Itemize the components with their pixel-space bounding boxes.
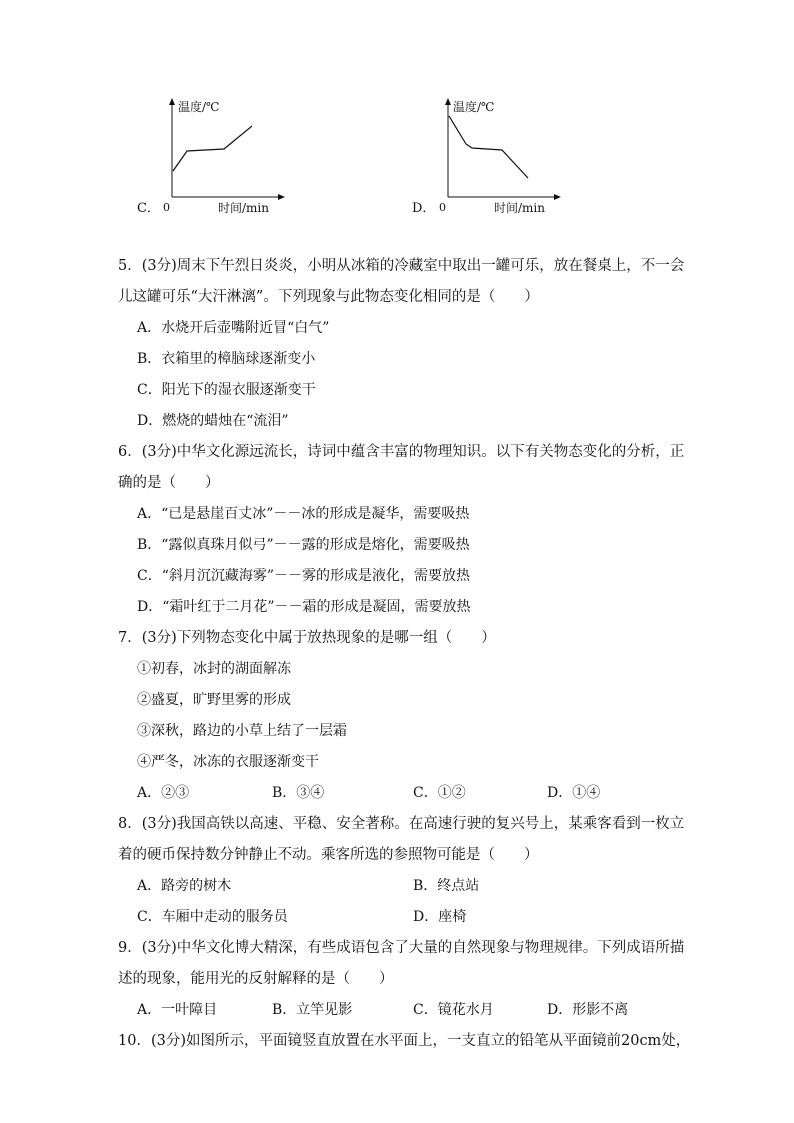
q6-stem-line2: 确的是（ ） [118,475,220,491]
q5-option-b: B．衣箱里的樟脑球逐渐变小 [137,351,316,367]
q9-option-d: D．形影不离 [547,1002,629,1018]
temperature-curve [449,116,528,178]
y-axis-arrow [445,98,451,105]
y-axis-label: 温度/℃ [178,100,220,114]
graph-d [406,95,566,220]
q7-item-1: ①初春，冰封的湖面解冻 [137,661,291,677]
y-axis-arrow [169,98,175,105]
x-axis-arrow [278,194,285,200]
q7-item-2: ②盛夏，旷野里雾的形成 [137,692,291,708]
q9-option-a: A．一叶障目 [137,1002,218,1018]
q6-option-b: B．“露似真珠月似弓”－－露的形成是熔化，需要吸热 [137,537,470,553]
q7-item-4: ④严冬，冰冻的衣服逐渐变干 [137,754,319,770]
q9-stem-line1: 9．(3分)中华文化博大精深，有些成语包含了大量的自然现象与物理规律。下列成语所描 [118,940,685,956]
q7-option-b: B．③④ [272,785,325,801]
origin-label: 0 [439,201,446,214]
q6-stem-line1: 6．(3分)中华文化源远流长，诗词中蕴含丰富的物理知识。以下有关物态变化的分析，正 [118,444,685,460]
q9-stem-line2: 述的现象，能用光的反射解释的是（ ） [118,971,394,987]
origin-label: 0 [163,201,170,214]
q9-option-b: B．立竿见影 [272,1002,353,1018]
q6-option-a: A．“已是悬崖百丈冰”－－冰的形成是凝华，需要吸热 [137,506,470,522]
graph-c [130,95,290,220]
q8-option-a: A．路旁的树木 [137,878,232,894]
x-axis-label: 时间/min [218,201,269,215]
y-axis-label: 温度/℃ [453,100,495,114]
q7-option-d: D．①④ [547,785,601,801]
q8-stem-line2: 着的硬币保持数分钟静止不动。乘客所选的参照物可能是（ ） [118,847,539,863]
option-letter: D． [412,201,436,216]
x-axis-arrow [554,194,561,200]
graph-c-svg [130,95,290,220]
q10-stem-line1: 10．(3分)如图所示，平面镜竖直放置在水平面上，一支直立的铅笔从平面镜前20cm处， [118,1033,691,1049]
q6-option-d: D．“霜叶红于二月花”－－霜的形成是凝固，需要放热 [137,599,471,615]
q8-stem-line1: 8．(3分)我国高铁以高速、平稳、安全著称。在高速行驶的复兴号上，某乘客看到一枚立 [118,816,685,832]
q7-item-3: ③深秋，路边的小草上结了一层霜 [137,723,347,739]
q5-option-c: C．阳光下的湿衣服逐渐变干 [137,382,316,398]
q7-option-a: A．②③ [137,785,190,801]
option-letter: C． [137,201,160,216]
temperature-curve [173,126,252,171]
q5-option-d: D．燃烧的蜡烛在“流泪” [137,413,289,429]
q7-stem-line1: 7．(3分)下列物态变化中属于放热现象的是哪一组（ ） [118,630,496,646]
graph-d-svg [406,95,566,220]
q6-option-c: C．“斜月沉沉藏海雾”－－雾的形成是液化，需要放热 [137,568,471,584]
q5-stem-line1: 5．(3分)周末下午烈日炎炎，小明从冰箱的冷藏室中取出一罐可乐，放在餐桌上，不一会 [118,258,685,274]
q8-option-c: C．车厢中走动的服务员 [137,909,288,925]
q9-option-c: C．镜花水月 [413,1002,494,1018]
x-axis-label: 时间/min [494,201,545,215]
q8-option-d: D．座椅 [413,909,467,925]
q8-option-b: B．终点站 [413,878,480,894]
q7-option-c: C．①② [413,785,466,801]
q5-stem-line2: 儿这罐可乐“大汗淋漓”。下列现象与此物态变化相同的是（ ） [118,289,539,305]
q5-option-a: A．水烧开后壶嘴附近冒“白气” [137,320,330,336]
